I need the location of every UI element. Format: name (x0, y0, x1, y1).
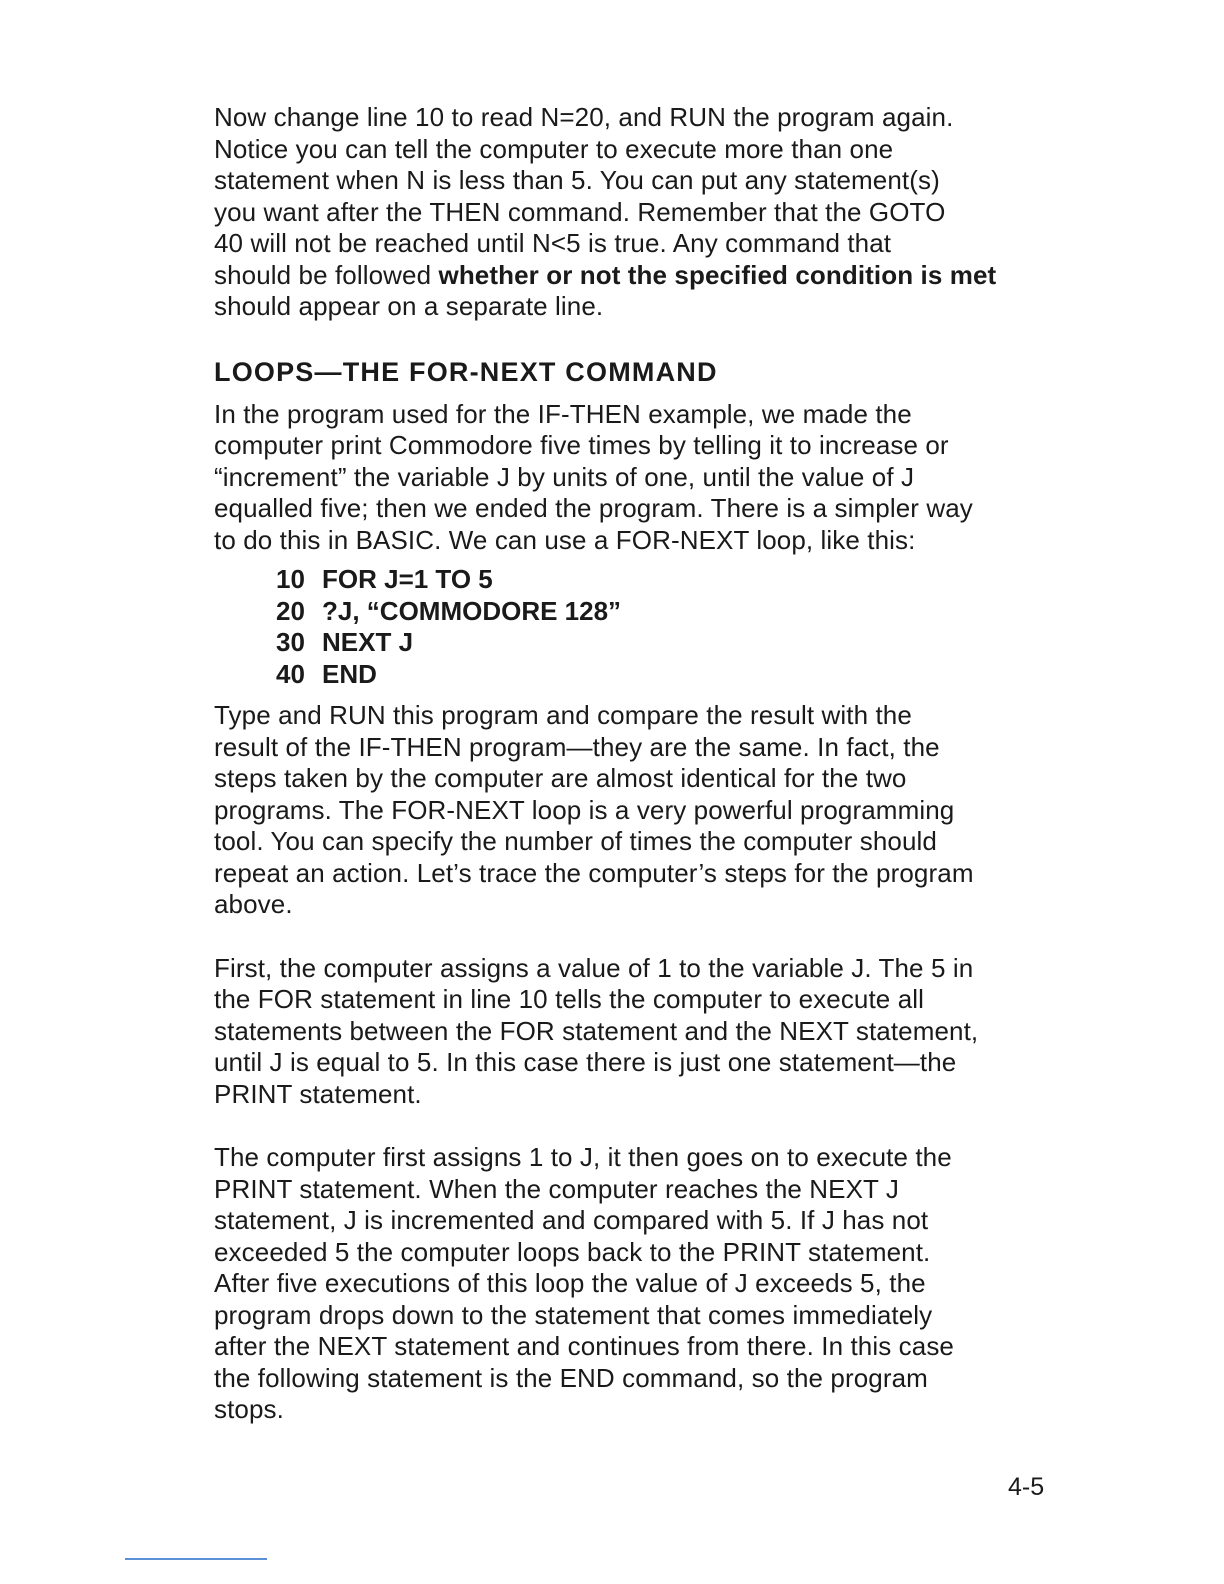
code-line-statement: ?J, “COMMODORE 128” (322, 595, 622, 626)
code-line (276, 627, 1064, 659)
code-line (276, 596, 1064, 628)
code-line-number: 20 (276, 595, 305, 626)
page-body (214, 102, 1064, 1426)
code-line (276, 564, 1064, 596)
intro-text-end: should appear on a separate line. (214, 291, 604, 321)
code-line (276, 659, 1064, 691)
paragraph-spacer (214, 1110, 1064, 1142)
section-paragraph-4: The computer first assigns 1 to J, it then goes on to execute the PRINT statement. When the computer reaches the NEXT J statement, J is incremented and compared with 5. If J has not exceeded 5 the computer loops back to the PRINT statement. After five executions of this loop the value of J exceeds 5, the program drops down to the statement that comes immediately after the NEXT statement and continues from there. In this case the following statement is the END command, so the program stops. (214, 1142, 954, 1424)
intro-text-start: Now change line 10 to read N=20, and RUN the program again. Notice you can tell the computer to execute more than one statement when N is less than 5. You can put any statement(s) you want after the THEN command. Remember that the GOTO 40 will not be reached until N<5 is true. Any command that should be followed (214, 102, 954, 290)
code-line-number: 30 (276, 627, 305, 657)
code-line-statement: FOR J=1 TO 5 (322, 564, 493, 594)
code-line-statement: NEXT J (322, 627, 414, 657)
bottom-rule-divider (125, 1558, 267, 1560)
section-paragraph-2: Type and RUN this program and compare the result with the result of the IF-THEN program—they are the same. In fact, the steps taken by the computer are almost identical for the two programs. The FOR-NEXT loop is a very powerful programming tool. You can specify the number of times the computer should repeat an action. Let’s trace the computer’s steps for the program above. (214, 700, 974, 919)
section-heading: LOOPS—THE FOR-NEXT COMMAND (214, 356, 718, 387)
code-line-number: 40 (276, 658, 305, 689)
intro-bold-phrase: whether or not the specified condition is met (438, 259, 997, 290)
intro-paragraph (214, 102, 1064, 323)
section-paragraph-1: In the program used for the IF-THEN example, we made the computer print Commodore five times by telling it to increase or “increment” the variable J by units of one, until the value of J equalled five; then we ended the program. There is a simpler way to do this in BASIC. We can use a FOR-NEXT loop, like this: (214, 398, 973, 555)
code-listing (276, 564, 1064, 690)
page-number: 4-5 (1008, 1473, 1045, 1501)
section-paragraph-3: First, the computer assigns a value of 1 to the variable J. The 5 in the FOR statement in line 10 tells the computer to execute all statements between the FOR statement and the NEXT statement, until J is equal to 5. In this case there is just one statement—the PRINT statement. (214, 952, 979, 1109)
paragraph-spacer (214, 921, 1064, 953)
code-line-number: 10 (276, 564, 305, 594)
code-line-statement: END (322, 658, 377, 689)
